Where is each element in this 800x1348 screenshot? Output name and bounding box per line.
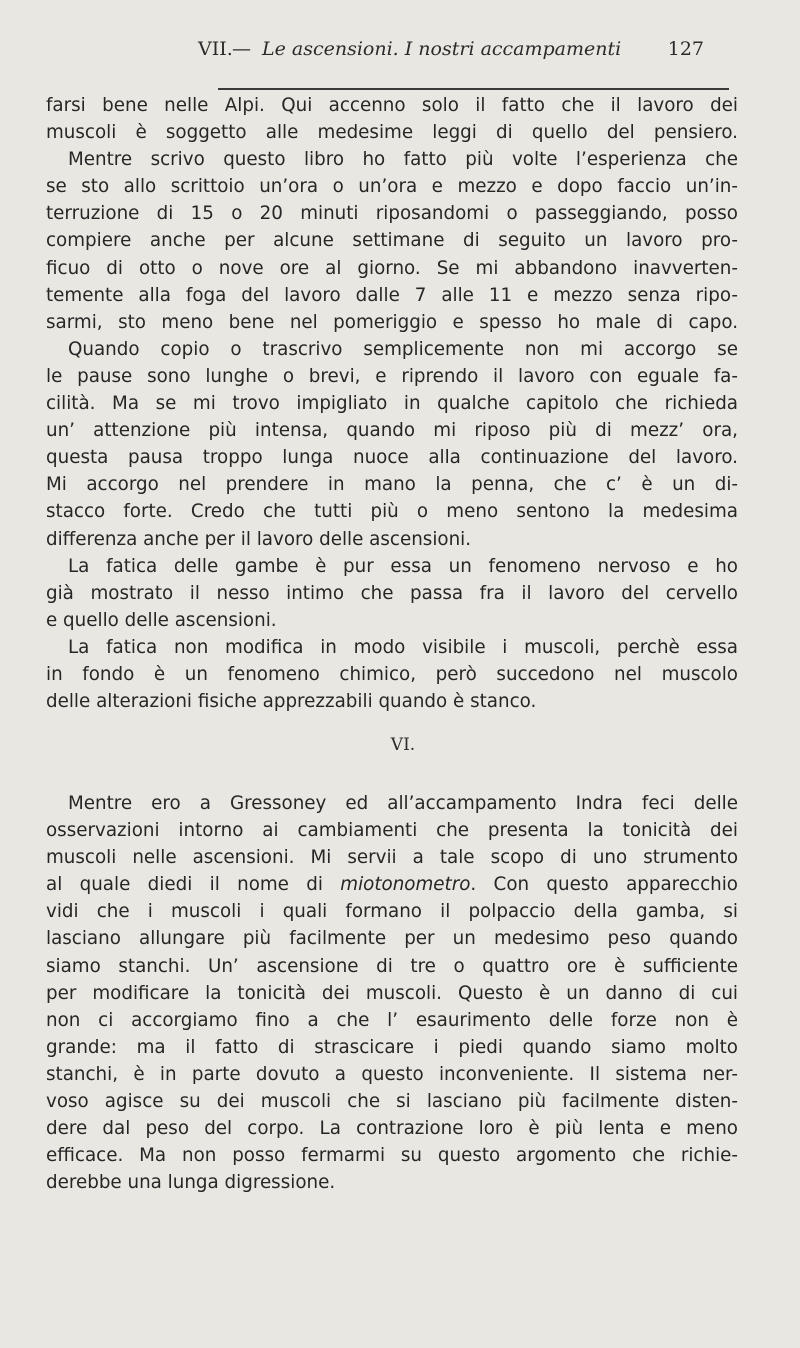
text-line: differenza anche per il lavoro delle ascensioni. bbox=[46, 528, 472, 550]
text-line: dere dal peso del corpo. La contrazione loro è più lenta e meno bbox=[46, 1118, 738, 1140]
text-line: voso agisce su dei muscoli che si lasciano più facilmente disten- bbox=[46, 1091, 738, 1113]
header-rule bbox=[218, 88, 729, 90]
text-line: vidi che i muscoli i quali formano il polpaccio della gamba, si bbox=[46, 901, 738, 923]
text-line: stacco forte. Credo che tutti più o meno sentono la medesima bbox=[46, 501, 738, 523]
text-line: Mi accorgo nel prendere in mano la penna, che c’ è un di- bbox=[46, 474, 738, 496]
page-number: 127 bbox=[667, 38, 704, 60]
text-line: delle alterazioni fisiche apprezzabili quando è stanco. bbox=[46, 691, 537, 713]
text-line: La fatica non modifica in modo visibile i muscoli, perchè essa bbox=[68, 636, 738, 658]
running-header bbox=[198, 38, 728, 68]
text-line: cilità. Ma se mi trovo impigliato in qualche capitolo che richieda bbox=[46, 393, 738, 415]
text-line: sarmi, sto meno bene nel pomeriggio e spesso ho male di capo. bbox=[46, 311, 738, 333]
text-line: non ci accorgiamo fino a che l’ esaurimento delle forze non è bbox=[46, 1009, 738, 1031]
text-line: Quando copio o trascrivo semplicemente non mi accorgo se bbox=[68, 338, 738, 360]
text-block-2 bbox=[46, 790, 738, 1196]
text-line: terruzione di 15 o 20 minuti riposandomi o passeggiando, posso bbox=[46, 203, 738, 225]
text-line: per modificare la tonicità dei muscoli. Questo è un danno di cui bbox=[46, 982, 738, 1004]
text-line: ficuo di otto o nove ore al giorno. Se mi abbandono inavverten- bbox=[46, 257, 738, 279]
text-fragment: . Con questo apparecchio bbox=[470, 874, 738, 896]
header-dash: — bbox=[232, 38, 251, 60]
text-line bbox=[46, 871, 738, 898]
text-line: e quello delle ascensioni. bbox=[46, 609, 277, 631]
text-line: siamo stanchi. Un’ ascensione di tre o quattro ore è sufficiente bbox=[46, 955, 738, 977]
text-line: compiere anche per alcune settimane di seguito un lavoro pro- bbox=[46, 230, 738, 252]
text-line: muscoli è soggetto alle medesime leggi di quello del pensiero. bbox=[46, 122, 738, 144]
text-line: stanchi, è in parte dovuto a questo inconveniente. Il sistema ner- bbox=[46, 1063, 738, 1085]
text-line: se sto allo scrittoio un’ora o un’ora e mezzo e dopo faccio un’in- bbox=[46, 176, 738, 198]
instrument-name: miotonometro bbox=[340, 874, 471, 896]
text-line: un’ attenzione più intensa, quando mi riposo più di mezz’ ora, bbox=[46, 420, 738, 442]
chapter-title: Le ascensioni. I nostri accampamenti bbox=[262, 38, 622, 60]
text-line: farsi bene nelle Alpi. Qui accenno solo il fatto che il lavoro dei bbox=[46, 95, 738, 116]
text-line: muscoli nelle ascensioni. Mi servii a tale scopo di uno strumento bbox=[46, 847, 738, 869]
text-line: grande: ma il fatto di strascicare i piedi quando siamo molto bbox=[46, 1036, 738, 1058]
text-line: le pause sono lunghe o brevi, e riprendo il lavoro con eguale fa- bbox=[46, 365, 738, 387]
text-line: temente alla foga del lavoro dalle 7 alle 11 e mezzo senza ripo- bbox=[46, 284, 738, 306]
text-line: lasciano allungare più facilmente per un medesimo peso quando bbox=[46, 928, 738, 950]
text-line: osservazioni intorno ai cambiamenti che presenta la tonicità dei bbox=[46, 820, 738, 842]
text-fragment: al quale diedi il nome di bbox=[46, 874, 341, 896]
text-line: in fondo è un fenomeno chimico, però succedono nel muscolo bbox=[46, 663, 738, 685]
text-line: già mostrato il nesso intimo che passa fra il lavoro del cervello bbox=[46, 582, 738, 604]
text-line: Mentre ero a Gressoney ed all’accampamento Indra feci delle bbox=[68, 793, 738, 814]
text-line: derebbe una lunga digressione. bbox=[46, 1172, 336, 1194]
text-line: efficace. Ma non posso fermarmi su questo argomento che richie- bbox=[46, 1145, 738, 1167]
text-line: Mentre scrivo questo libro ho fatto più volte l’esperienza che bbox=[68, 149, 738, 171]
chapter-number: VII. bbox=[198, 38, 233, 60]
text-line: questa pausa troppo lunga nuoce alla continuazione del lavoro. bbox=[46, 447, 738, 469]
text-line: La fatica delle gambe è pur essa un fenomeno nervoso e ho bbox=[68, 555, 738, 577]
section-heading: VI. bbox=[390, 735, 416, 755]
text-block-1 bbox=[46, 92, 738, 715]
